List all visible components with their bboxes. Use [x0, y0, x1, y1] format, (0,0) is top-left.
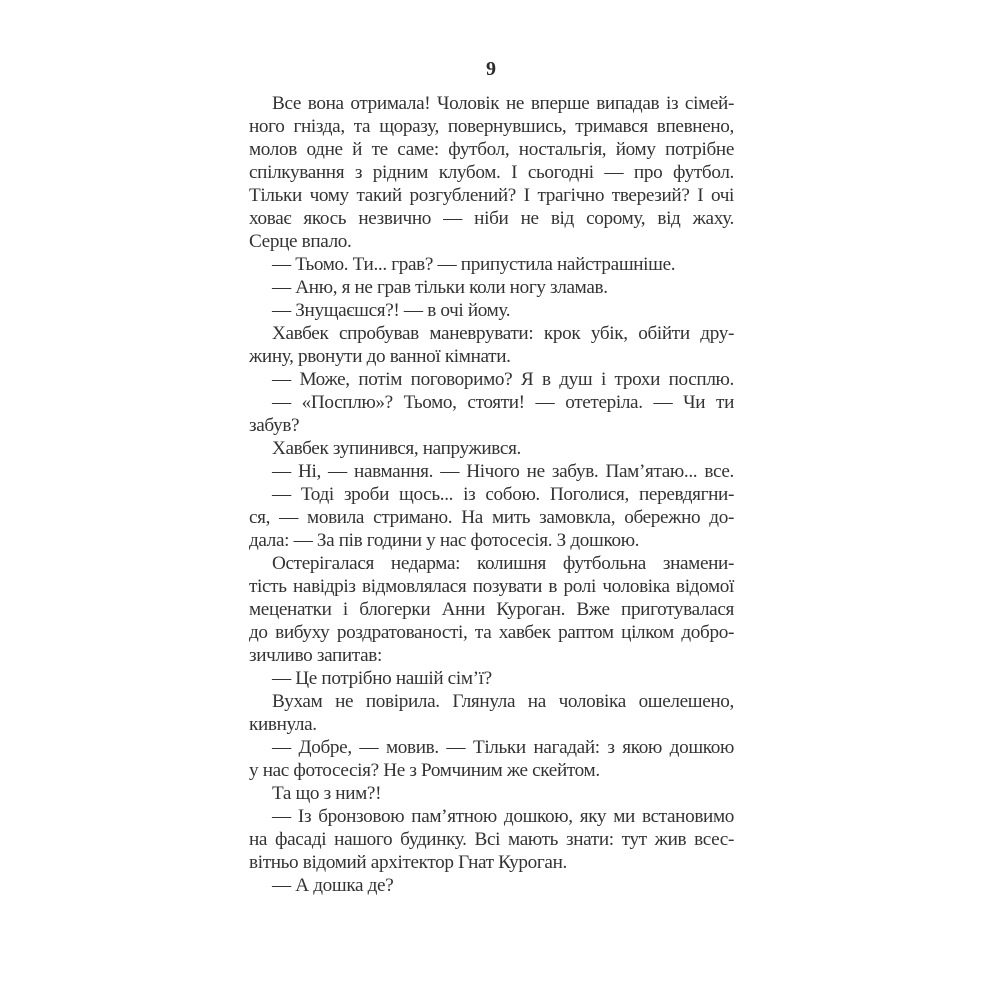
text-line: дала: — За пів години у нас фотосесія. З дошкою.	[249, 530, 640, 551]
text-line: — Тоді зроби щось... із собою. Поголися, перевдягни-	[272, 484, 734, 505]
text-line: Хавбек зупинився, напружився.	[272, 438, 521, 459]
text-line: Тільки чому такий розгублений? І трагічно тверезий? І очі	[249, 185, 734, 206]
text-line: Остерігалася недарма: колишня футбольна знамени-	[272, 553, 734, 574]
text-line: ся, — мовила стримано. На мить замовкла, обережно до-	[249, 507, 734, 528]
text-line: молов одне й те саме: футбол, ностальгія, йому потрібне	[249, 139, 734, 160]
text-line: зичливо запитав:	[249, 645, 382, 666]
text-line: — Із бронзовою пам’ятною дошкою, яку ми встановимо	[272, 806, 734, 827]
text-line: — А дошка де?	[272, 875, 394, 896]
text-line: Серце впало.	[249, 231, 352, 252]
text-line: кивнула.	[249, 714, 317, 735]
text-line: тість навідріз відмовлялася позувати в ролі чоловіка відомої	[249, 576, 734, 597]
text-line: забув?	[249, 415, 300, 436]
text-line: — Тьомо. Ти... грав? — припустила найстрашніше.	[272, 254, 676, 275]
text-line: вітньо відомий архітектор Гнат Куроган.	[249, 852, 567, 873]
text-line: — Це потрібно нашій сім’ї?	[272, 668, 492, 689]
text-line: — Знущаєшся?! — в очі йому.	[272, 300, 511, 321]
text-line: до вибуху роздратованості, та хавбек раптом цілком добро-	[249, 622, 734, 643]
text-line: Та що з ним?!	[272, 783, 382, 804]
text-line: — Добре, — мовив. — Тільки нагадай: з якою дошкою	[272, 737, 734, 758]
text-line: ховає якось незвично — ніби не від сорому, від жаху.	[249, 208, 734, 229]
text-line: Хавбек спробував маневрувати: крок убік, обійти дру-	[272, 323, 734, 344]
text-line: спілкування з рідним клубом. І сьогодні — про футбол.	[249, 162, 734, 183]
text-line: жину, рвонути до ванної кімнати.	[249, 346, 511, 367]
page-number: 9	[486, 58, 496, 80]
text-line: Все вона отримала! Чоловік не вперше випадав із сімей-	[272, 93, 734, 114]
page-body-text	[249, 92, 734, 897]
text-line: Вухам не повірила. Глянула на чоловіка ошелешено,	[272, 691, 734, 712]
text-line: меценатки і блогерки Анни Куроган. Вже приготувалася	[249, 599, 734, 620]
text-line: — «Посплю»? Тьомо, стояти! — отетеріла. — Чи ти	[272, 392, 734, 413]
text-line: ного гнізда, та щоразу, повернувшись, тримався впевнено,	[249, 116, 734, 137]
text-line: — Може, потім поговоримо? Я в душ і трохи посплю.	[272, 369, 734, 390]
text-line: на фасаді нашого будинку. Всі мають знати: тут жив всес-	[249, 829, 734, 850]
text-line: у нас фотосесія? Не з Ромчиним же скейтом.	[249, 760, 600, 781]
text-line: — Ні, — навмання. — Нічого не забув. Пам’ятаю... все.	[272, 461, 734, 482]
text-line: — Аню, я не грав тільки коли ногу зламав.	[272, 277, 608, 298]
